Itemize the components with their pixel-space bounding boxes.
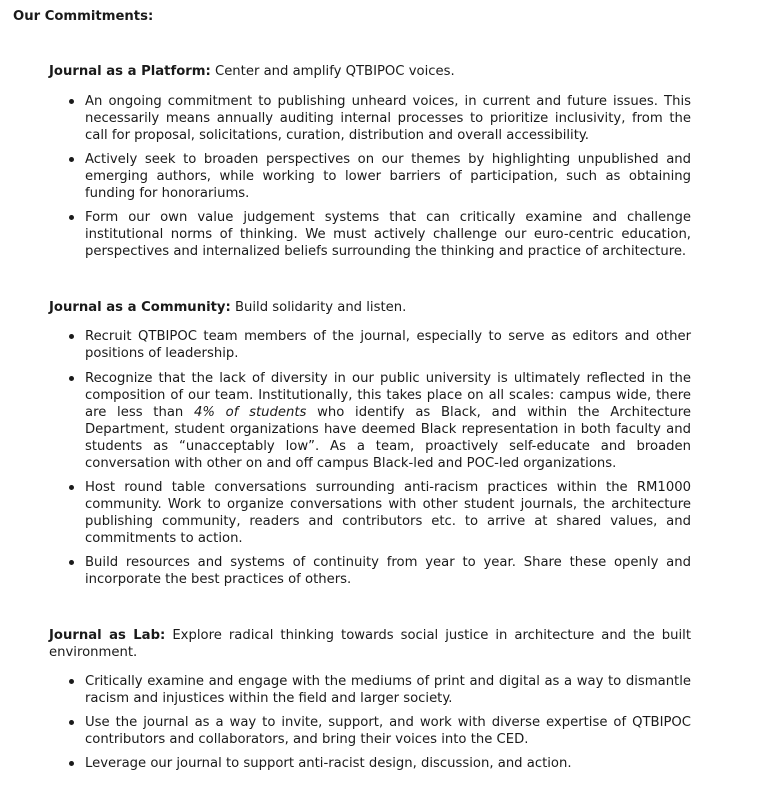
section-lead: Journal as Lab:: [49, 628, 166, 643]
section-summary: Build solidarity and listen.: [230, 300, 407, 315]
section-lab: [49, 627, 691, 772]
list-item: [49, 370, 691, 472]
commitment-list: [49, 93, 691, 260]
section-lead: Journal as a Platform:: [49, 64, 211, 79]
section-summary: Center and amplify QTBIPOC voices.: [210, 64, 455, 79]
section-summary: Explore radical thinking towards social justice in architecture and the built environment.: [49, 628, 691, 660]
list-item: Host round table conversations surrounding anti-racism practices within the RM1000 community. Work to organize conversations with other student journals, the architecture publishing community, readers and contributors etc. to arrive at shared values, and commitments to action.: [49, 479, 691, 547]
section-lead: Journal as a Community:: [49, 300, 231, 315]
section-community: [49, 299, 691, 588]
section-heading: [49, 299, 691, 316]
section-heading: [49, 627, 691, 661]
list-item: Actively seek to broaden perspectives on our themes by highlighting unpublished and emerging authors, while working to lower barriers of participation, such as obtaining funding for honorariums.: [49, 151, 691, 202]
commitment-list: [49, 673, 691, 772]
section-heading: [49, 63, 691, 80]
list-item: An ongoing commitment to publishing unheard voices, in current and future issues. This necessarily means annually auditing internal processes to prioritize inclusivity, from the call for proposal, solicitations, curation, distribution and overall accessibility.: [49, 93, 691, 144]
list-item-text: who identify as Black, and within the Architecture Department, student organizations have deemed Black representation in both faculty and students as “unacceptably low”. As a team, proactively self-educate and broaden conversation with other on and off campus Black-led and POC-led organizations.: [85, 405, 691, 471]
commitment-list: [49, 328, 691, 588]
section-platform: [49, 63, 691, 260]
list-item: Form our own value judgement systems that can critically examine and challenge institutional norms of thinking. We must actively challenge our euro-centric education, perspectives and internalized beliefs surrounding the thinking and practice of architecture.: [49, 209, 691, 260]
list-item: Recruit QTBIPOC team members of the journal, especially to serve as editors and other positions of leadership.: [49, 328, 691, 362]
list-item: Critically examine and engage with the mediums of print and digital as a way to dismantle racism and injustices within the field and larger society.: [49, 673, 691, 707]
page-title: Our Commitments:: [13, 9, 154, 24]
list-item: Build resources and systems of continuity from year to year. Share these openly and incorporate the best practices of others.: [49, 554, 691, 588]
list-item: Use the journal as a way to invite, support, and work with diverse expertise of QTBIPOC contributors and collaborators, and bring their voices into the CED.: [49, 714, 691, 748]
list-item: Leverage our journal to support anti-racist design, discussion, and action.: [49, 755, 691, 772]
list-item-text: Recognize that the lack of diversity in our public university is ultimately reflected in the composition of our team. Institutionally, this takes place on all scales: campus wide, there are less than: [85, 371, 691, 420]
statistic-emphasis: 4% of students: [194, 405, 307, 420]
